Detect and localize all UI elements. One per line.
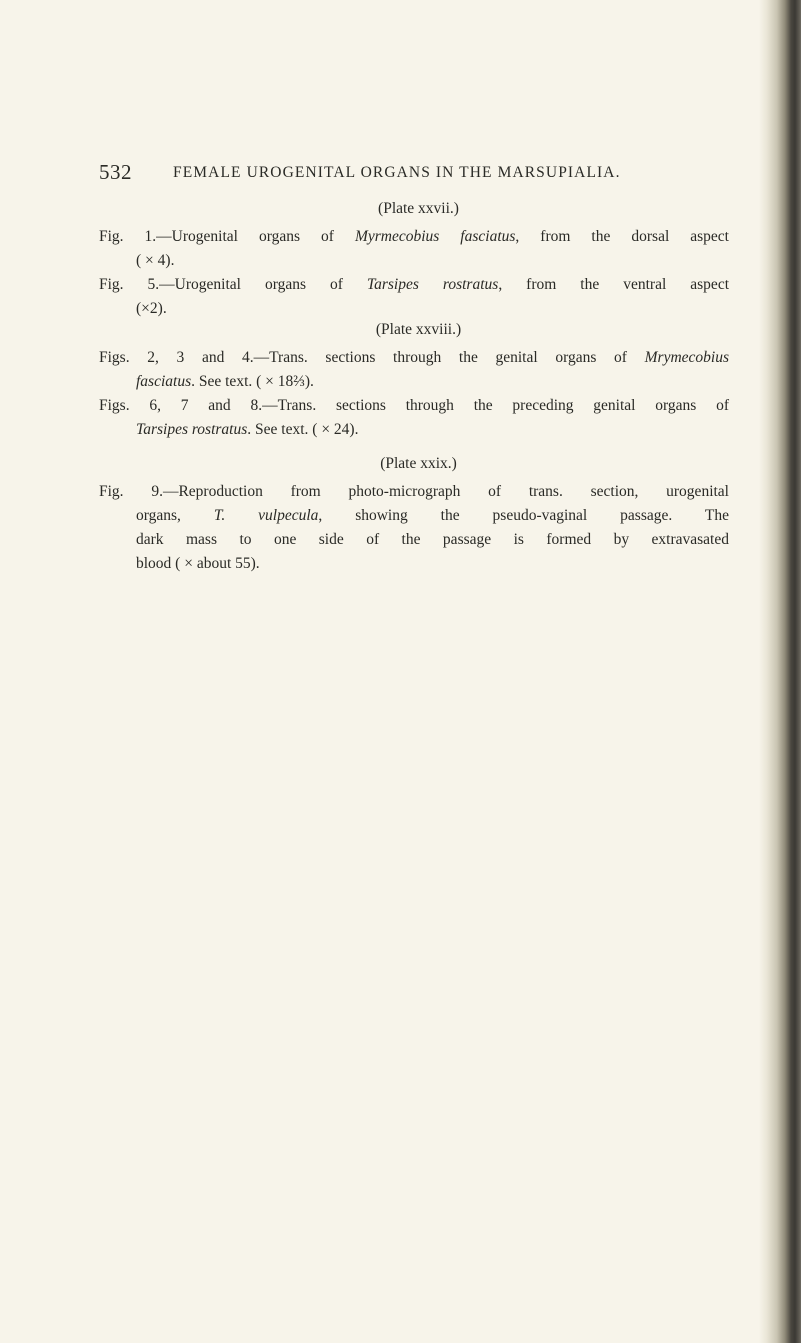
caption-line: Figs. 6, 7 and 8.—Trans. sections through the preceding genital organs of xyxy=(99,397,729,414)
figure-caption xyxy=(99,480,729,576)
caption-line: Tarsipes rostratus. See text. ( × 24). xyxy=(136,421,359,438)
running-title: FEMALE UROGENITAL ORGANS IN THE MARSUPIALIA. xyxy=(173,164,621,181)
plate-heading: (Plate xxvii.) xyxy=(378,200,459,217)
caption-line: fasciatus. See text. ( × 18⅔). xyxy=(136,373,314,390)
caption-line: ( × 4). xyxy=(136,252,175,269)
caption-line: Fig. 5.—Urogenital organs of Tarsipes rostratus, from the ventral aspect xyxy=(99,276,730,293)
caption-line: dark mass to one side of the passage is formed by extravasated xyxy=(136,531,729,548)
caption-line: Figs. 2, 3 and 4.—Trans. sections through the genital organs of Mrymecobius xyxy=(99,349,729,366)
figure-caption xyxy=(99,394,729,442)
page-number: 532 xyxy=(99,160,132,184)
figure-caption xyxy=(99,225,729,273)
caption-line: blood ( × about 55). xyxy=(136,555,260,572)
figure-caption xyxy=(99,346,729,394)
caption-line: (×2). xyxy=(136,300,167,317)
caption-line: Fig. 1.—Urogenital organs of Myrmecobius fasciatus, from the dorsal aspect xyxy=(99,228,729,245)
figure-caption xyxy=(99,273,729,321)
caption-line: Fig. 9.—Reproduction from photo-micrograph of trans. section, urogenital xyxy=(99,483,729,500)
running-head xyxy=(99,160,729,190)
plate-heading: (Plate xxix.) xyxy=(380,455,457,472)
plate-heading: (Plate xxviii.) xyxy=(375,321,462,338)
caption-line: organs, T. vulpecula, showing the pseudo-vaginal passage. The xyxy=(136,507,729,524)
